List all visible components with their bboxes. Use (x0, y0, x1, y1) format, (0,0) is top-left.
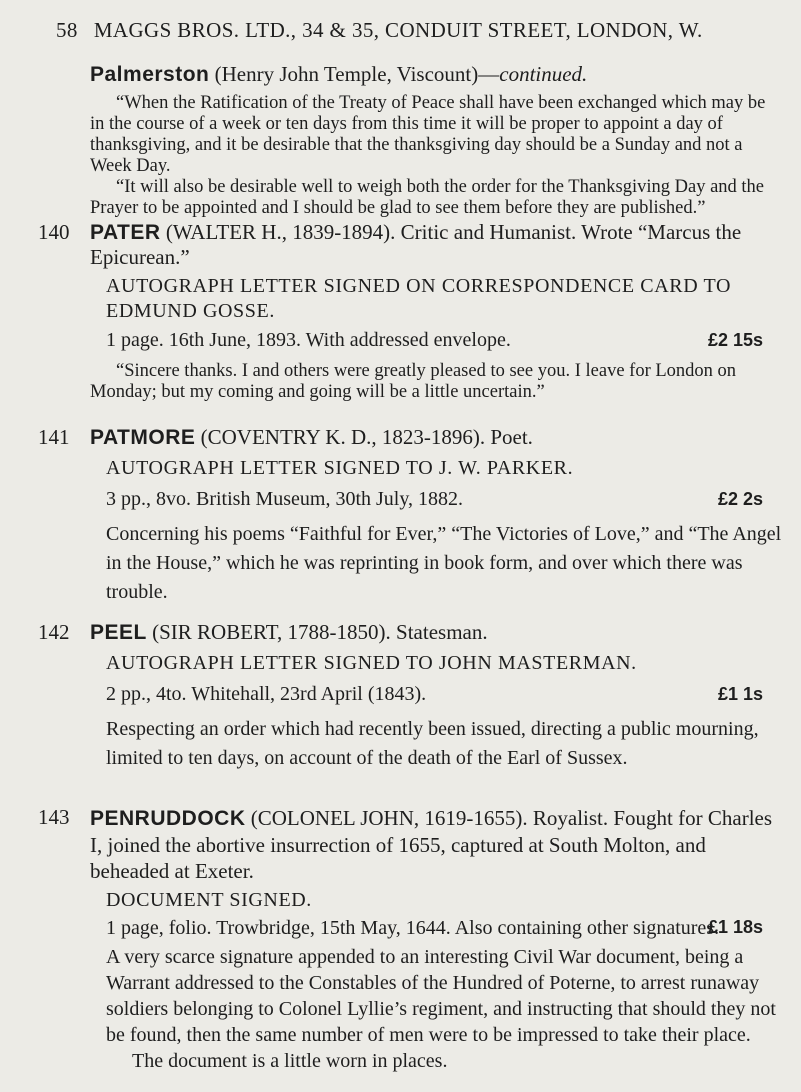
continued-label: continued. (499, 62, 588, 86)
entry-number: 143 (38, 805, 70, 829)
entry-palmerston-continued (38, 62, 783, 219)
item-title: DOCUMENT SIGNED. (106, 889, 312, 911)
publisher-address: MAGGS BROS. LTD., 34 & 35, CONDUIT STREET, LONDON, W. (93, 18, 703, 42)
entry-heading: (COLONEL JOHN, 1619-1655). Royalist. Fought for Charles I, joined the abortive insurrection of 1655, captured at South Molton, and beheaded at Exeter. (90, 806, 773, 883)
entry-name: PATMORE (90, 426, 196, 449)
entry-heading: (SIR ROBERT, 1788-1850). Statesman. (152, 620, 488, 644)
item-description-note: The document is a little worn in places. (132, 1050, 448, 1072)
entry-141 (38, 425, 783, 607)
entry-name: Palmerston (90, 63, 210, 86)
item-title: AUTOGRAPH LETTER SIGNED TO J. W. PARKER. (106, 457, 574, 479)
entry-number: 140 (38, 220, 70, 244)
item-details: 1 page. 16th June, 1893. With addressed envelope. (106, 329, 511, 351)
quote-paragraph: “It will also be desirable well to weigh both the order for the Thanksgiving Day and the Prayer to be appointed and I should be glad to see them before they are published.” (90, 177, 765, 218)
price: £2 15s (707, 330, 763, 350)
item-description: Respecting an order which had recently been issued, directing a public mourning, limited to ten days, on account of the death of the Earl of Sussex. (106, 718, 759, 769)
item-description: Concerning his poems “Faithful for Ever,” “The Victories of Love,” and “The Angel in the House,” which he was reprinting in book form, and over which there was trouble. (106, 523, 782, 603)
price: £1 18s (707, 917, 763, 937)
running-header (56, 18, 756, 43)
entry-heading: (WALTER H., 1839-1894). Critic and Humanist. Wrote “Marcus the Epicurean.” (90, 220, 742, 269)
entry-number: 141 (38, 425, 70, 449)
quote-paragraph: “When the Ratification of the Treaty of Peace shall have been exchanged which may be in the course of a week or ten days from this time it will be proper to appoint a day of thanksgiving, and it be desirable that the thanksgiving day should be a Sunday and not a Week Day. (90, 93, 766, 176)
entry-142 (38, 620, 783, 773)
item-description: A very scarce signature appended to an interesting Civil War document, being a Warrant addressed to the Constables of the Hundred of Poterne, to arrest runaway soldiers belonging to Colonel Lyllie’s regiment, and instructing that should they not be found, then the same number of men were to be impressed to take their place. (106, 946, 776, 1046)
price: £2 2s (717, 489, 763, 509)
item-details: 1 page, folio. Trowbridge, 15th May, 1644. Also containing other signatures. (106, 917, 720, 939)
item-description: “Sincere thanks. I and others were greatly pleased to see you. I leave for London on Monday; but my coming and going will be a little uncertain.” (90, 361, 737, 402)
entry-name: PENRUDDOCK (90, 807, 246, 830)
entry-143 (38, 805, 783, 1074)
entry-name: PATER (90, 221, 161, 244)
entry-name: PEEL (90, 621, 147, 644)
item-details: 2 pp., 4to. Whitehall, 23rd April (1843). (106, 683, 427, 705)
item-title: AUTOGRAPH LETTER SIGNED TO JOHN MASTERMAN. (106, 652, 637, 674)
entry-number: 142 (38, 620, 70, 644)
entry-140 (38, 220, 783, 403)
entry-heading: (Henry John Temple, Viscount)— (214, 62, 500, 86)
item-title: AUTOGRAPH LETTER SIGNED ON CORRESPONDENCE CARD TO EDMUND GOSSE. (106, 275, 731, 322)
item-details: 3 pp., 8vo. British Museum, 30th July, 1882. (106, 488, 464, 510)
entry-heading: (COVENTRY K. D., 1823-1896). Poet. (200, 425, 533, 449)
page-number: 58 (56, 18, 78, 42)
price: £1 1s (717, 684, 763, 704)
